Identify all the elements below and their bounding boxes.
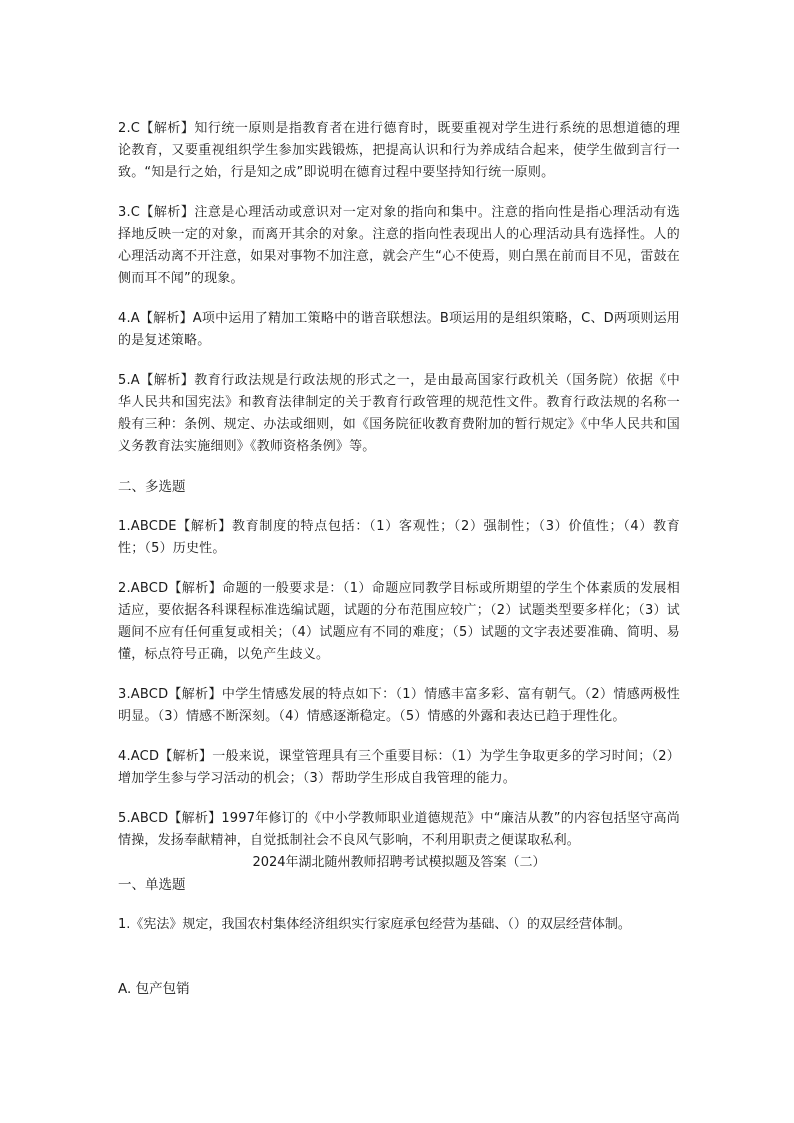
document-page <box>118 118 680 1000</box>
option-a: A. 包产包销 <box>118 981 190 997</box>
answer-2: 2.C【解析】知行统一原则是指教育者在进行德育时，既要重视对学生进行系统的思想道德的理论教育，又要重视组织学生参加实践锻炼，把提高认识和行为养成结合起来，使学生做到言行一致。“知是行之始，行是知之成”即说明在德育过程中要坚持知行统一原则。 <box>118 121 680 180</box>
section-heading-multi: 二、多选题 <box>118 479 186 495</box>
document-title: 2024年湖北随州教师招聘考试模拟题及答案（二） <box>252 855 546 870</box>
section-heading-single: 一、单选题 <box>118 877 186 893</box>
answer-5: 5.A【解析】教育行政法规是行政法规的形式之一，是由最高国家行政机关（国务院）依据《中华人民共和国宪法》和教育法律制定的关于教育行政管理的规范性文件。教育行政法规的名称一般有三种：条例、规定、办法或细则，如《国务院征收教育费附加的暂行规定》《中华人民共和国义务教育法实施细则》《教师资格条例》等。 <box>118 373 680 454</box>
multi-answer-1: 1.ABCDE【解析】教育制度的特点包括：（1）客观性；（2）强制性；（3）价值性；（4）教育性；（5）历史性。 <box>118 519 680 556</box>
multi-answer-4: 4.ACD【解析】一般来说，课堂管理具有三个重要目标：（1）为学生争取更多的学习时间；（2）增加学生参与学习活动的机会；（3）帮助学生形成自我管理的能力。 <box>118 749 680 786</box>
multi-answer-2: 2.ABCD【解析】命题的一般要求是：（1）命题应同教学目标或所期望的学生个体素质的发展相适应，要依据各科课程标准选编试题，试题的分布范围应较广；（2）试题类型要多样化；（3）试题间不应有任何重复或相关；（4）试题应有不同的难度；（5）试题的文字表述要准确、简明、易懂，标点符号正确，以免产生歧义。 <box>118 581 680 662</box>
multi-answer-3: 3.ABCD【解析】中学生情感发展的特点如下：（1）情感丰富多彩、富有朝气。（2）情感两极性明显。（3）情感不断深刻。（4）情感逐渐稳定。（5）情感的外露和表达已趋于理性化。 <box>118 687 680 724</box>
question-1: 1.《宪法》规定，我国农村集体经济组织实行家庭承包经营为基础、（）的双层经营体制。 <box>118 917 631 932</box>
answer-3: 3.C【解析】注意是心理活动或意识对一定对象的指向和集中。注意的指向性是指心理活动有选择地反映一定的对象，而离开其余的对象。注意的指向性表现出人的心理活动具有选择性。人的心理活动离不开注意，如果对事物不加注意，就会产生“心不使焉，则白黑在前而目不见，雷鼓在侧而耳不闻”的现象。 <box>118 205 680 286</box>
multi-answer-5: 5.ABCD【解析】1997年修订的《中小学教师职业道德规范》中“廉洁从教”的内容包括坚守高尚情操，发扬奉献精神，自觉抵制社会不良风气影响，不利用职责之便谋取私利。 <box>118 811 680 848</box>
answer-4: 4.A【解析】A项中运用了精加工策略中的谐音联想法。B项运用的是组织策略，C、D两项则运用的是复述策略。 <box>118 311 680 348</box>
